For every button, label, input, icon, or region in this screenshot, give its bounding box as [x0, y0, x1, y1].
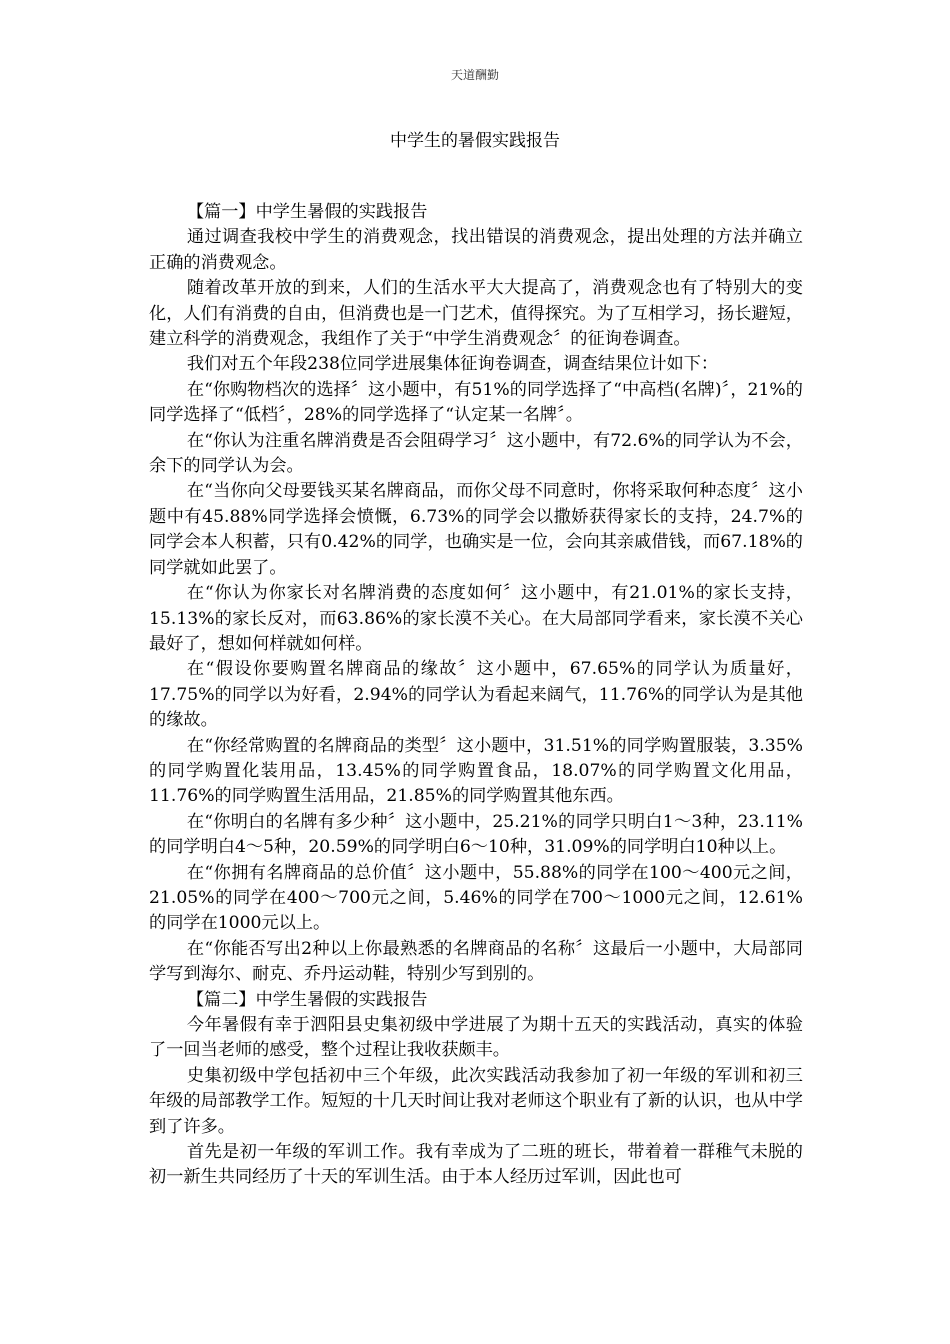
- paragraph: 在“你能否写出2种以上你最熟悉的名牌商品的名称〞这最后一小题中，大局部同学写到海尔、耐克、乔丹运动鞋，特别少写到别的。: [149, 938, 803, 985]
- document-title: 中学生的暑假实践报告: [390, 131, 560, 151]
- paragraph: 我们对五个年段238位同学进展集体征询卷调查，调查结果位计如下：: [186, 354, 719, 375]
- paragraph: 史集初级中学包括初中三个年级，此次实践活动我参加了初一年级的军训和初三年级的局部教学工作。短短的十几天时间让我对老师这个职业有了新的认识，也从中学到了许多。: [149, 1065, 803, 1137]
- paragraph: 在“你经常购置的名牌商品的类型〞这小题中，31.51%的同学购置服装，3.35%的同学购置化装用品，13.45%的同学购置食品，18.07%的同学购置文化用品，11.76%的同学购置生活用品，21.85%的同学购置其他东西。: [149, 735, 803, 807]
- paragraph: 通过调查我校中学生的消费观念，找出错误的消费观念，提出处理的方法并确立正确的消费观念。: [149, 227, 803, 273]
- paragraph: 在“你购物档次的选择〞这小题中，有51%的同学选择了“中高档(名牌)〞，21%的同学选择了“低档〞，28%的同学选择了“认定某一名牌〞。: [149, 379, 803, 426]
- paragraph: 在“当你向父母要钱买某名牌商品，而你父母不同意时，你将采取何种态度〞这小题中有45.88%同学选择会愤慨，6.73%的同学会以撒娇获得家长的支持，24.7%的同学会本人积蓄，只有0.42%的同学，也确实是一位，会向其亲戚借钱，而67.18%的同学就如此罢了。: [149, 481, 803, 578]
- paragraph: 在“你明白的名牌有多少种〞这小题中，25.21%的同学只明白1～3种，23.11%的同学明白4～5种，20.59%的同学明白6～10种，31.09%的同学明白10种以上。: [149, 811, 803, 858]
- paragraph: 今年暑假有幸于泗阳县史集初级中学进展了为期十五天的实践活动，真实的体验了一回当老师的感受，整个过程让我收获颇丰。: [149, 1015, 803, 1061]
- paragraph: 随着改革开放的到来，人们的生活水平大大提高了，消费观念也有了特别大的变化，人们有消费的自由，但消费也是一门艺术，值得探究。为了互相学习，扬长避短，建立科学的消费观念，我组作了关于“中学生消费观念〞的征询卷调查。: [149, 278, 803, 350]
- section-heading-2: 【篇二】中学生暑假的实践报告: [186, 989, 428, 1010]
- paragraph: 在“你拥有名牌商品的总价值〞这小题中，55.88%的同学在100～400元之间，21.05%的同学在400～700元之间，5.46%的同学在700～1000元之间，12.61%的同学在1000元以上。: [149, 862, 803, 934]
- document-body: [149, 200, 803, 1191]
- paragraph: 在“你认为注重名牌消费是否会阻碍学习〞这小题中，有72.6%的同学认为不会，余下的同学认为会。: [149, 430, 803, 477]
- paragraph: 在“你认为你家长对名牌消费的态度如何〞这小题中，有21.01%的家长支持，15.13%的家长反对，而63.86%的家长漠不关心。在大局部同学看来，家长漠不关心最好了，想如何样就如何样。: [149, 583, 803, 654]
- section-heading-1: 【篇一】中学生暑假的实践报告: [186, 202, 428, 222]
- paragraph: 在“假设你要购置名牌商品的缘故〞这小题中，67.65%的同学认为质量好，17.75%的同学以为好看，2.94%的同学认为看起来阔气，11.76%的同学认为是其他的缘故。: [149, 659, 803, 731]
- page-header: 天道酬勤: [450, 68, 499, 82]
- paragraph: 首先是初一年级的军训工作。我有幸成为了二班的班长，带着着一群稚气未脱的初一新生共同经历了十天的军训生活。由于本人经历过军训，因此也可: [149, 1142, 803, 1188]
